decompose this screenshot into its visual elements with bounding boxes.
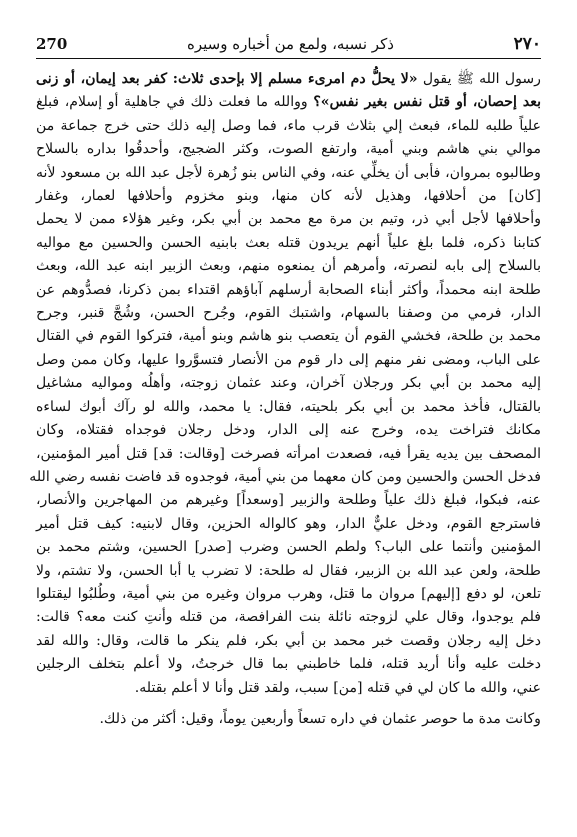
- text-line: [36, 583, 541, 606]
- text-segment: مكانك فتراخت يده، وخرج عنه إلى الدار، ودخل رجلان فوجداه فقتلاه، وكان: [36, 422, 541, 439]
- page-header: [36, 30, 541, 59]
- text-segment: وأحلافها لأجل أبي ذر، وتيم بن مرة مع محمد بن أبي بكر، وغير هؤلاء ممن لا يحمل: [36, 211, 541, 228]
- text-segment: رسول الله ﷺ يقول: [417, 71, 541, 87]
- text-line: [36, 396, 541, 419]
- text-line: [36, 279, 541, 302]
- text-line: [36, 630, 541, 653]
- text-line: [36, 513, 541, 536]
- page-number-latin: 270: [36, 35, 68, 53]
- text-segment: تلعن، لو دفع [إليهم] مروان ما قتل، وهرب مروان وغيره من بني أمية، وطُلبُوا ليقتلوا: [36, 585, 541, 602]
- page-number-arabic: ٢٧٠: [513, 34, 541, 54]
- paragraph: [29, 68, 541, 700]
- text-line: [36, 185, 541, 208]
- text-segment: موالي بني هاشم وبني أمية، وارتفع الصوت، وكثر الضجيج، وأحدقُوا بداره بالسلاح: [36, 141, 541, 158]
- text-segment: بالقتال، فأخذ محمد بن أبي بكر بلحيته، فقال: يا محمد، والله لو رآك أبوك لساءه: [36, 398, 541, 415]
- text-segment: علياً طلبه للماء، فبعث إلي بثلاث قرب ماء، فما وصل إليه ذلك حتى خرج جماعة من: [36, 117, 541, 134]
- text-line: [36, 536, 541, 559]
- text-segment: كتابنا ذكره، فلما بلغ علياً أنهم يريدون قتله بعث بابنيه الحسن والحسين مع مواليه: [36, 234, 541, 251]
- text-segment: محمد بن طلحة، فخشي القوم أن يتعصب بنو هاشم وبنو أمية، فتركوا القوم في القتال: [36, 328, 541, 345]
- text-segment: فاسترجع القوم، ودخل عليٌّ الدار، وهو كالواله الحزين، وقال لابنيه: كيف قتل أمير: [36, 515, 541, 532]
- text-segment: عني، والله ما كان لي في قتله [من] سبب، ولقد قتل وأنا لا أعلم بقتله.: [134, 679, 541, 696]
- text-line: [36, 419, 541, 442]
- text-segment: وطالبوه بمروان، فأبى أن يخلِّي عنه، وفي الناس بنو زُهرة لأجل عبد الله بن مسعود لأنه: [36, 164, 541, 181]
- running-title: ذكر نسبه، ولمع من أخباره وسيره: [186, 35, 394, 53]
- text-segment: طلحة، ولعن عبد الله بن الزبير، فقال له طلحة: لا تضرب يا أبا الحسن، ولا تشتم، ولا: [36, 562, 541, 579]
- bold-text-segment: «لا يحلُّ دم امرىء مسلم إلا بإحدى ثلاث: كفر بعد إيمان، أو زنى: [36, 71, 418, 87]
- text-line: [36, 443, 541, 466]
- text-segment: دخل إليه رجلان وقصت خبر محمد بن أبي بكر، فلم ينكر ما قالت، وقال: والله لقد: [36, 632, 541, 649]
- text-line: [36, 677, 541, 700]
- text-line: [36, 138, 541, 161]
- text-segment: طلحة ابنه محمداً، وأكثر أبناء الصحابة أرسلهم آباؤهم اقتداء بمن ذكرنا، فصدُّوهم عن: [36, 281, 541, 298]
- text-line: [36, 68, 541, 91]
- page-body-text: [29, 68, 541, 731]
- text-segment: الدار، فرمي من وصفنا بالسهام، واشتبك القوم، وجُرح الحسن، وشُجَّ قنبر، وجرح: [36, 305, 541, 322]
- text-segment: فلم يوجدوا، وقال علي لزوجته نائلة بنت الفرافصة، من قتله وأنتِ كنت معه؟ قالت:: [36, 609, 541, 626]
- text-line: [36, 91, 541, 114]
- text-line: [36, 115, 541, 138]
- text-line: [36, 325, 541, 348]
- text-segment: على الباب، ومضى نفر منهم إلى دار قوم من الأنصار فتسوَّروا عليها، وكان ممن وصل: [36, 351, 541, 368]
- text-segment: المؤمنين وأنتما على الباب؟ ولطم الحسن وضرب [صدر] الحسين، وشتم محمد بن: [36, 539, 541, 556]
- text-segment: إليه محمد بن أبي بكر ورجلان آخران، وعند عثمان زوجته، وأهلُه ومواليه مشاغيل: [36, 375, 541, 392]
- text-segment: المصحف بين يديه يقرأ فيه، فصعدت امرأته فصرخت [وقالت: قد] قتل أمير المؤمنين،: [36, 445, 541, 462]
- text-line: [36, 606, 541, 629]
- bold-text-segment: بعد إحصان، أو قتل نفس بغير نفس»؟: [313, 94, 541, 111]
- text-line: [36, 232, 541, 255]
- text-line: [36, 302, 541, 325]
- text-line: [36, 255, 541, 278]
- text-line: [36, 162, 541, 185]
- paragraph: [36, 708, 541, 731]
- text-segment: دخلت عليه وأنا أريد قتله، فلما خاطبني بما قال خرجتُ، ولا أعلم بتخلف الرجلين: [36, 656, 541, 673]
- text-segment: فدخل الحسن والحسين ومن كان معهما من بني أمية، فوجدوه قد فاضت نفسه رضي الله: [29, 468, 541, 485]
- text-segment: ووالله ما فعلت ذلك في جاهلية أو إسلام، فبلغ: [36, 94, 314, 111]
- text-segment: عنه، فبكوا، فبلغ ذلك علياً وطلحة والزبير [وسعداً] وغيرهم من المهاجرين والأنصار،: [36, 492, 541, 509]
- text-line: [36, 708, 541, 731]
- text-segment: بالسلاح إلى بابه لنصرته، وأمرهم أن يمنعوه منهم، وبعث الزبير ابنه عبد الله، وبعث: [36, 258, 541, 275]
- text-segment: وكانت مدة ما حوصر عثمان في داره تسعاً وأربعين يوماً، وقيل: أكثر من ذلك.: [99, 710, 541, 727]
- text-line: [36, 208, 541, 231]
- text-line: [36, 653, 541, 676]
- text-line: [36, 349, 541, 372]
- text-line: [36, 372, 541, 395]
- text-segment: [كان] من أحلافها، وهذيل لأنه كان منها، وبنو مخزوم وأحلافها لعمار، وغفار: [36, 188, 541, 205]
- text-line: [36, 560, 541, 583]
- text-line: [29, 466, 541, 489]
- text-line: [36, 489, 541, 512]
